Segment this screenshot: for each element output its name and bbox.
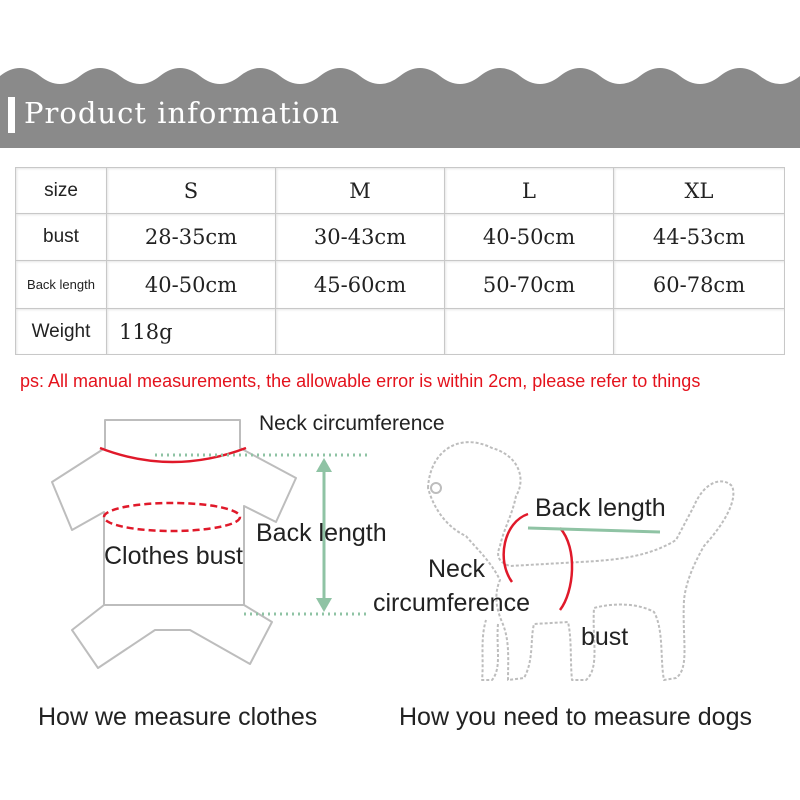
- clothes-neck-label: Neck circumference: [259, 412, 445, 435]
- clothes-back-length-label: Back length: [256, 519, 387, 547]
- table-cell: 30-43cm: [276, 214, 445, 261]
- row-label: Weight: [16, 309, 107, 355]
- table-cell: 50-70cm: [445, 261, 614, 309]
- row-label: Back length: [16, 261, 107, 309]
- table-header-cell: S: [107, 168, 276, 214]
- dog-eye: [431, 483, 441, 493]
- table-header-cell: size: [16, 168, 107, 214]
- row-label: bust: [16, 214, 107, 261]
- table-cell: 60-78cm: [614, 261, 785, 309]
- table-cell: 40-50cm: [445, 214, 614, 261]
- measurement-note: ps: All manual measurements, the allowable error is within 2cm, please refer to things: [20, 371, 701, 391]
- table-cell: 118g: [107, 309, 276, 355]
- clothes-caption: How we measure clothes: [38, 703, 318, 731]
- dog-bust-label: bust: [581, 623, 629, 651]
- dog-neck-line: [504, 514, 528, 582]
- dog-caption: How you need to measure dogs: [399, 703, 752, 731]
- page-title: Product information: [24, 96, 341, 130]
- dog-neck-label-line2: circumference: [373, 589, 530, 617]
- dog-bust-line: [560, 528, 572, 610]
- dog-neck-label-line1: Neck: [428, 555, 485, 583]
- table-header-cell: M: [276, 168, 445, 214]
- table-cell: 44-53cm: [614, 214, 785, 261]
- clothes-bust-line: [104, 503, 240, 531]
- table-header-cell: XL: [614, 168, 785, 214]
- table-header-cell: L: [445, 168, 614, 214]
- table-cell: 28-35cm: [107, 214, 276, 261]
- clothes-bust-label: Clothes bust: [104, 542, 243, 570]
- table-cell: 40-50cm: [107, 261, 276, 309]
- table-cell: 45-60cm: [276, 261, 445, 309]
- dog-back-line: [528, 528, 660, 532]
- dog-back-length-label: Back length: [535, 494, 666, 522]
